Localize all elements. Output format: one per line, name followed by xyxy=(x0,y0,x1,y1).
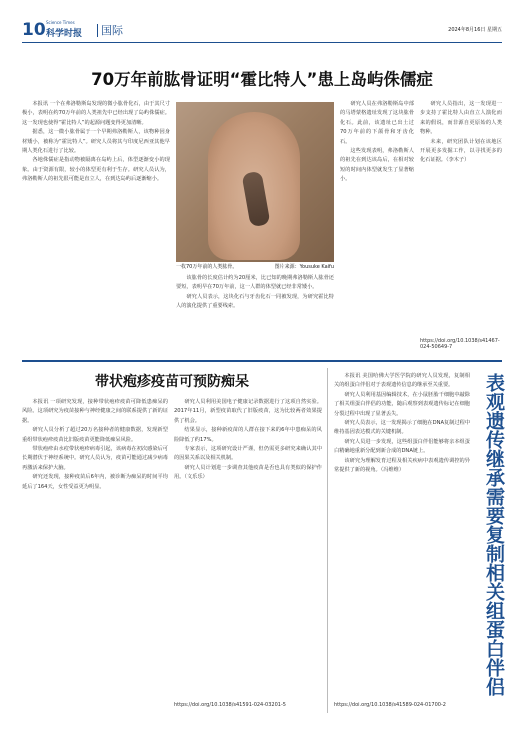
paragraph: 结果显示，接种新疫苗的人群在接下来的6年中患痴呆的风险降低了约17%。 xyxy=(174,427,322,443)
paragraph: 本报讯 美国哈佛大学医学院的研究人员发现，复制相关的组蛋白伴侣对于表观遗传信息的继承至关重要。 xyxy=(334,373,470,389)
paragraph: 研究人员利用基因编辑技术，在小鼠胚胎干细胞中敲除了相关组蛋白伴侣的功能，随后观察到表观遗传标记在细胞分裂过程中出现了显著丢失。 xyxy=(334,391,470,417)
paragraph: 研究人员利用美国电子健康记录数据进行了这项自然实验。2017年11月，新型疫苗取代了旧版疫苗，这为比较两者效果提供了机会。 xyxy=(174,399,322,424)
paragraph: 研究人员计划进一步调查其他疫苗是否也具有类似的保护作用。（文乐乐） xyxy=(174,464,322,481)
article2-column-1 xyxy=(22,398,168,713)
article2-doi: https://doi.org/10.1038/s41591-024-03201-5 xyxy=(174,702,286,708)
article1-column-3 xyxy=(340,100,414,350)
fossil-photo xyxy=(176,102,334,262)
paragraph: 研究人员表示，这一发现揭示了细胞在DNA复制过程中维持基因表达模式的关键机制。 xyxy=(334,420,470,436)
paragraph: 带状疱疹由水痘带状疱疹病毒引起，该病毒在初次感染后可长期潜伏于神经系统中。研究人员认为，疫苗可能通过减少病毒再激活来保护大脑。 xyxy=(22,446,168,471)
article3-column-1 xyxy=(334,372,470,694)
paragraph: 专家表示，这项研究设计严谨，但仍需更多研究来确认其中的因果关系以及相关机制。 xyxy=(174,446,322,462)
page-number: 10 xyxy=(22,20,46,40)
paragraph: 各地侏儒症是指动物被隔离在岛屿上后，体型逐渐变小的现象。由于资源有限，较小的体型更有利于生存。研究人员认为，弗洛勒斯人的祖先很可能是直立人，在到达岛屿后逐渐缩小。 xyxy=(22,157,170,183)
paragraph: 本报讯 一个在弗洛勒斯岛发现的微小肱骨化石，由于其尺寸极小，表明在约70万年前的人类祖先中已经出现了岛屿侏儒症。这一发现也使得“霍比特人”的起源问题变得更加清晰。 xyxy=(22,101,170,126)
article3-doi: https://doi.org/10.1038/s41589-024-01700-2 xyxy=(334,702,446,708)
article1-column-1 xyxy=(22,100,170,350)
paragraph: 该肱骨的长度估计约为20厘米，比已知的晚期弗洛勒斯人肱骨还要短，表明早在70万年前，这一人群的体型就已经非常矮小。 xyxy=(176,275,334,291)
caption-text: 一枚70万年前的人类肱骨。 xyxy=(176,264,238,270)
article1-column-2 xyxy=(176,274,334,352)
paragraph: 研究人员在弗洛勒斯岛中部的马塔蒙格遗址发现了这块肱骨化石。此前，该遗址已出土过70万年前的下颌骨和牙齿化石。 xyxy=(340,101,414,145)
paragraph: 未来，研究团队计划在该地区开展更多发掘工作，以寻找更多的化石证据。（李木子） xyxy=(420,138,502,164)
paragraph: 研究人员分析了超过20万名接种者的健康数据，发现新型重组带状疱疹疫苗比旧版疫苗更能降低痴呆风险。 xyxy=(22,427,168,443)
header-rule xyxy=(22,42,502,43)
article1-title: 70万年前肱骨证明“霍比特人”患上岛屿侏儒症 xyxy=(91,70,433,89)
article2-column-2 xyxy=(174,398,322,698)
paragraph: 这些发现表明，弗洛勒斯人的祖先在到达该岛后，在相对较短的时间内体型就发生了显著缩小。 xyxy=(340,148,414,183)
masthead-chinese: 科学时报 xyxy=(46,29,83,39)
photo-credit: 图片来源：Yousuke Kaifu xyxy=(274,264,334,270)
paragraph: 研究人员进一步发现，这些组蛋白伴侣能够将亲本组蛋白精确地重新分配到新合成的DNA链上。 xyxy=(334,438,470,455)
masthead-english: Science Times xyxy=(46,20,75,25)
article2-title: 带状疱疹疫苗可预防痴呆 xyxy=(95,374,249,390)
paragraph: 研究人员表示，这块化石与牙齿化石一同被发现，为研究霍比特人的演化提供了重要线索。 xyxy=(176,293,334,310)
article1-doi: https://doi.org/10.1038/s41467-024-50649-7 xyxy=(420,338,500,350)
section-divider xyxy=(22,360,502,362)
section-name: 国际 xyxy=(101,24,123,37)
paragraph: 据悉，这一微小肱骨属于一个早期弗洛勒斯人，该物种因身材矮小，被称为“霍比特人”。研究人员将其与印度尼西亚其他早期人类化石进行了比较。 xyxy=(22,129,170,155)
header-separator xyxy=(97,24,98,37)
paragraph: 研究人员指出，这一发现进一步支持了霍比特人由直立人演化而来的假说，而非源自更原始的人类物种。 xyxy=(420,101,502,136)
paragraph: 本报讯 一项研究发现，接种带状疱疹疫苗可降低患痴呆的风险。这项研究为疫苗接种与神经健康之间的联系提供了新的证据。 xyxy=(22,399,168,424)
photo-caption xyxy=(176,263,334,270)
issue-date: 2024年8月16日 星期五 xyxy=(448,27,502,33)
article3-title: 表观遗传继承需要复制相关组蛋白伴侣 xyxy=(483,373,505,696)
paragraph: 该研究为理解发育过程及相关疾病中表观遗传调控的异常提供了新的视角。（冯维维） xyxy=(334,457,470,474)
column-separator xyxy=(327,368,328,713)
article1-column-4 xyxy=(420,100,502,335)
paragraph: 研究还发现，接种疫苗后6年内，被诊断为痴呆的时间平均延后了164天，女性受益更为明显。 xyxy=(22,474,168,490)
page-header xyxy=(0,0,524,44)
